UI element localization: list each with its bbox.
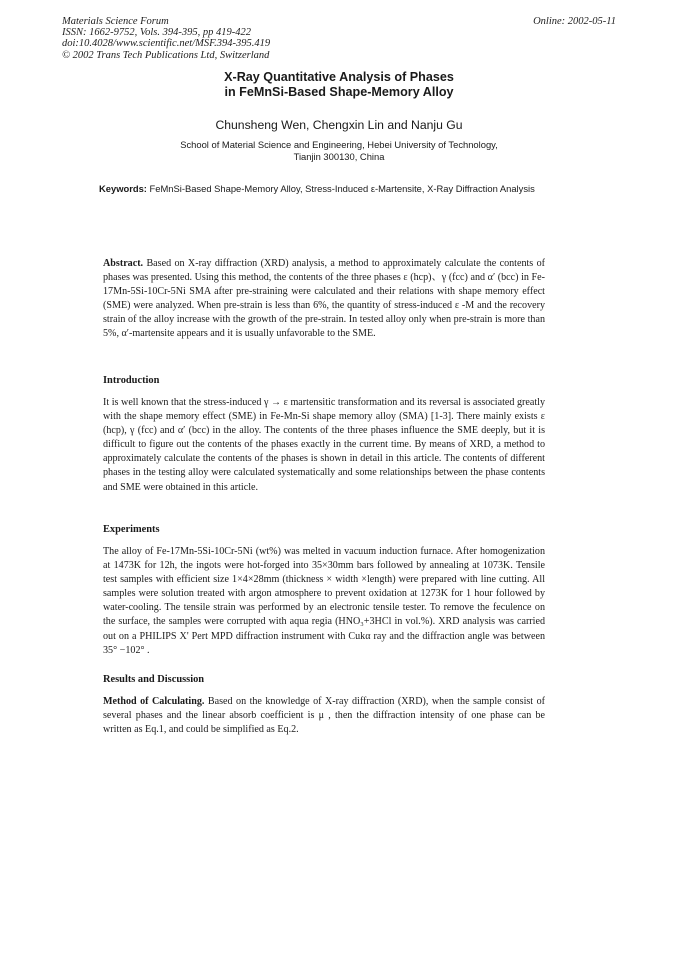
section-heading-results: Results and Discussion — [103, 674, 205, 685]
author-list: Chunsheng Wen, Chengxin Lin and Nanju Gu — [215, 118, 463, 132]
affiliation-line: School of Material Science and Engineering, Hebei University of Technology, — [180, 139, 498, 150]
affiliation-line: Tianjin 300130, China — [293, 151, 385, 162]
journal-name: Materials Science Forum — [62, 16, 169, 27]
online-date: Online: 2002-05-11 — [533, 16, 616, 27]
introduction-text: It is well known that the stress-induced γ → ε martensitic transformation and its reversal is associated greatly with the shape memory effect (SME) in Fe-Mn-Si shape memory alloy (SMA) [1-3]. There mainly exists ε (hcp), γ (fcc) and α′ (bcc) in the alloy. The contents of the three phases influence the SME deeply, but it is difficult to figure out the contents of the phases exactly in the current time. By means of XRD, a method to approximately calculate the contents of the phases is shown in detail in this article. The contents of different phases in the testing alloy were calculated systematically and some relationships between the phase contents and SME were obtained in this article. — [103, 397, 545, 493]
section-heading-experiments: Experiments — [103, 524, 160, 535]
abstract-label: Abstract. — [103, 258, 144, 269]
keywords — [99, 183, 569, 195]
title-line: X-Ray Quantitative Analysis of Phases — [224, 70, 454, 84]
journal-info — [62, 16, 270, 61]
journal-copyright: © 2002 Trans Tech Publications Ltd, Switzerland — [62, 49, 270, 61]
journal-doi: doi:10.4028/www.scientific.net/MSF.394-395.419 — [62, 38, 271, 50]
keywords-text: FeMnSi-Based Shape-Memory Alloy, Stress-Induced ε-Martensite, X-Ray Diffraction Analysis — [149, 183, 535, 194]
results-text — [103, 695, 545, 737]
experiments-text: The alloy of Fe-17Mn-5Si-10Cr-5Ni (wt%) was melted in vacuum induction furnace. After homogenization at 1473K for 12h, the ingots were hot-forged into 35×30mm bars followed by annealing at 1073K. Tensile test samples with efficient size 1×4×28mm (thickness × width ×length) were prepared with line cutting. All samples were solution treated with argon atmosphere to prevent oxidation at 1273K for 1 hour followed by water-cooling. The tensile strain was performed by an electronic tensile tester. To remove the feculence on the surface, the samples were corrupted with aqua regia (HNO₃+3HCl in vol.%). XRD analysis was carried out on a PHILIPS X' Pert MPD diffraction instrument with Cukα ray and the diffraction angle was between 35° −102° . — [103, 546, 545, 656]
affiliation — [0, 139, 678, 163]
abstract-text: Based on X-ray diffraction (XRD) analysis, a method to approximately calculate the contents of phases was presented. Using this method, the contents of the three phases ε (hcp)、γ (fcc) and α′ (bcc) in Fe-17Mn-5Si-10Cr-5Ni SMA after pre-straining were calculated and their relations with shape memory effect (SME) were analyzed. When pre-strain is less than 6%, the quantity of stress-induced ε -M and the recovery strain of the alloy increase with the growth of the pre-strain. In tested alloy only when pre-strain is more than 5%, α′-martensite appears and it is usually unfavorable to the SME. — [103, 258, 545, 340]
method-of-calculating-text: Based on the knowledge of X-ray diffraction (XRD), when the sample consist of several phases and the linear absorb coefficient is μ , then the diffraction intensity of one phase can be written as Eq.1, and could be simplified as Eq.2. — [103, 696, 545, 736]
abstract — [103, 257, 545, 342]
section-heading-introduction: Introduction — [103, 375, 160, 386]
title-line: in FeMnSi-Based Shape-Memory Alloy — [224, 85, 454, 99]
journal-issn: ISSN: 1662-9752, Vols. 394-395, pp 419-422 — [62, 27, 251, 39]
method-of-calculating-label: Method of Calculating. — [103, 696, 205, 707]
paper-title — [0, 70, 678, 100]
keywords-label: Keywords: — [99, 183, 147, 194]
